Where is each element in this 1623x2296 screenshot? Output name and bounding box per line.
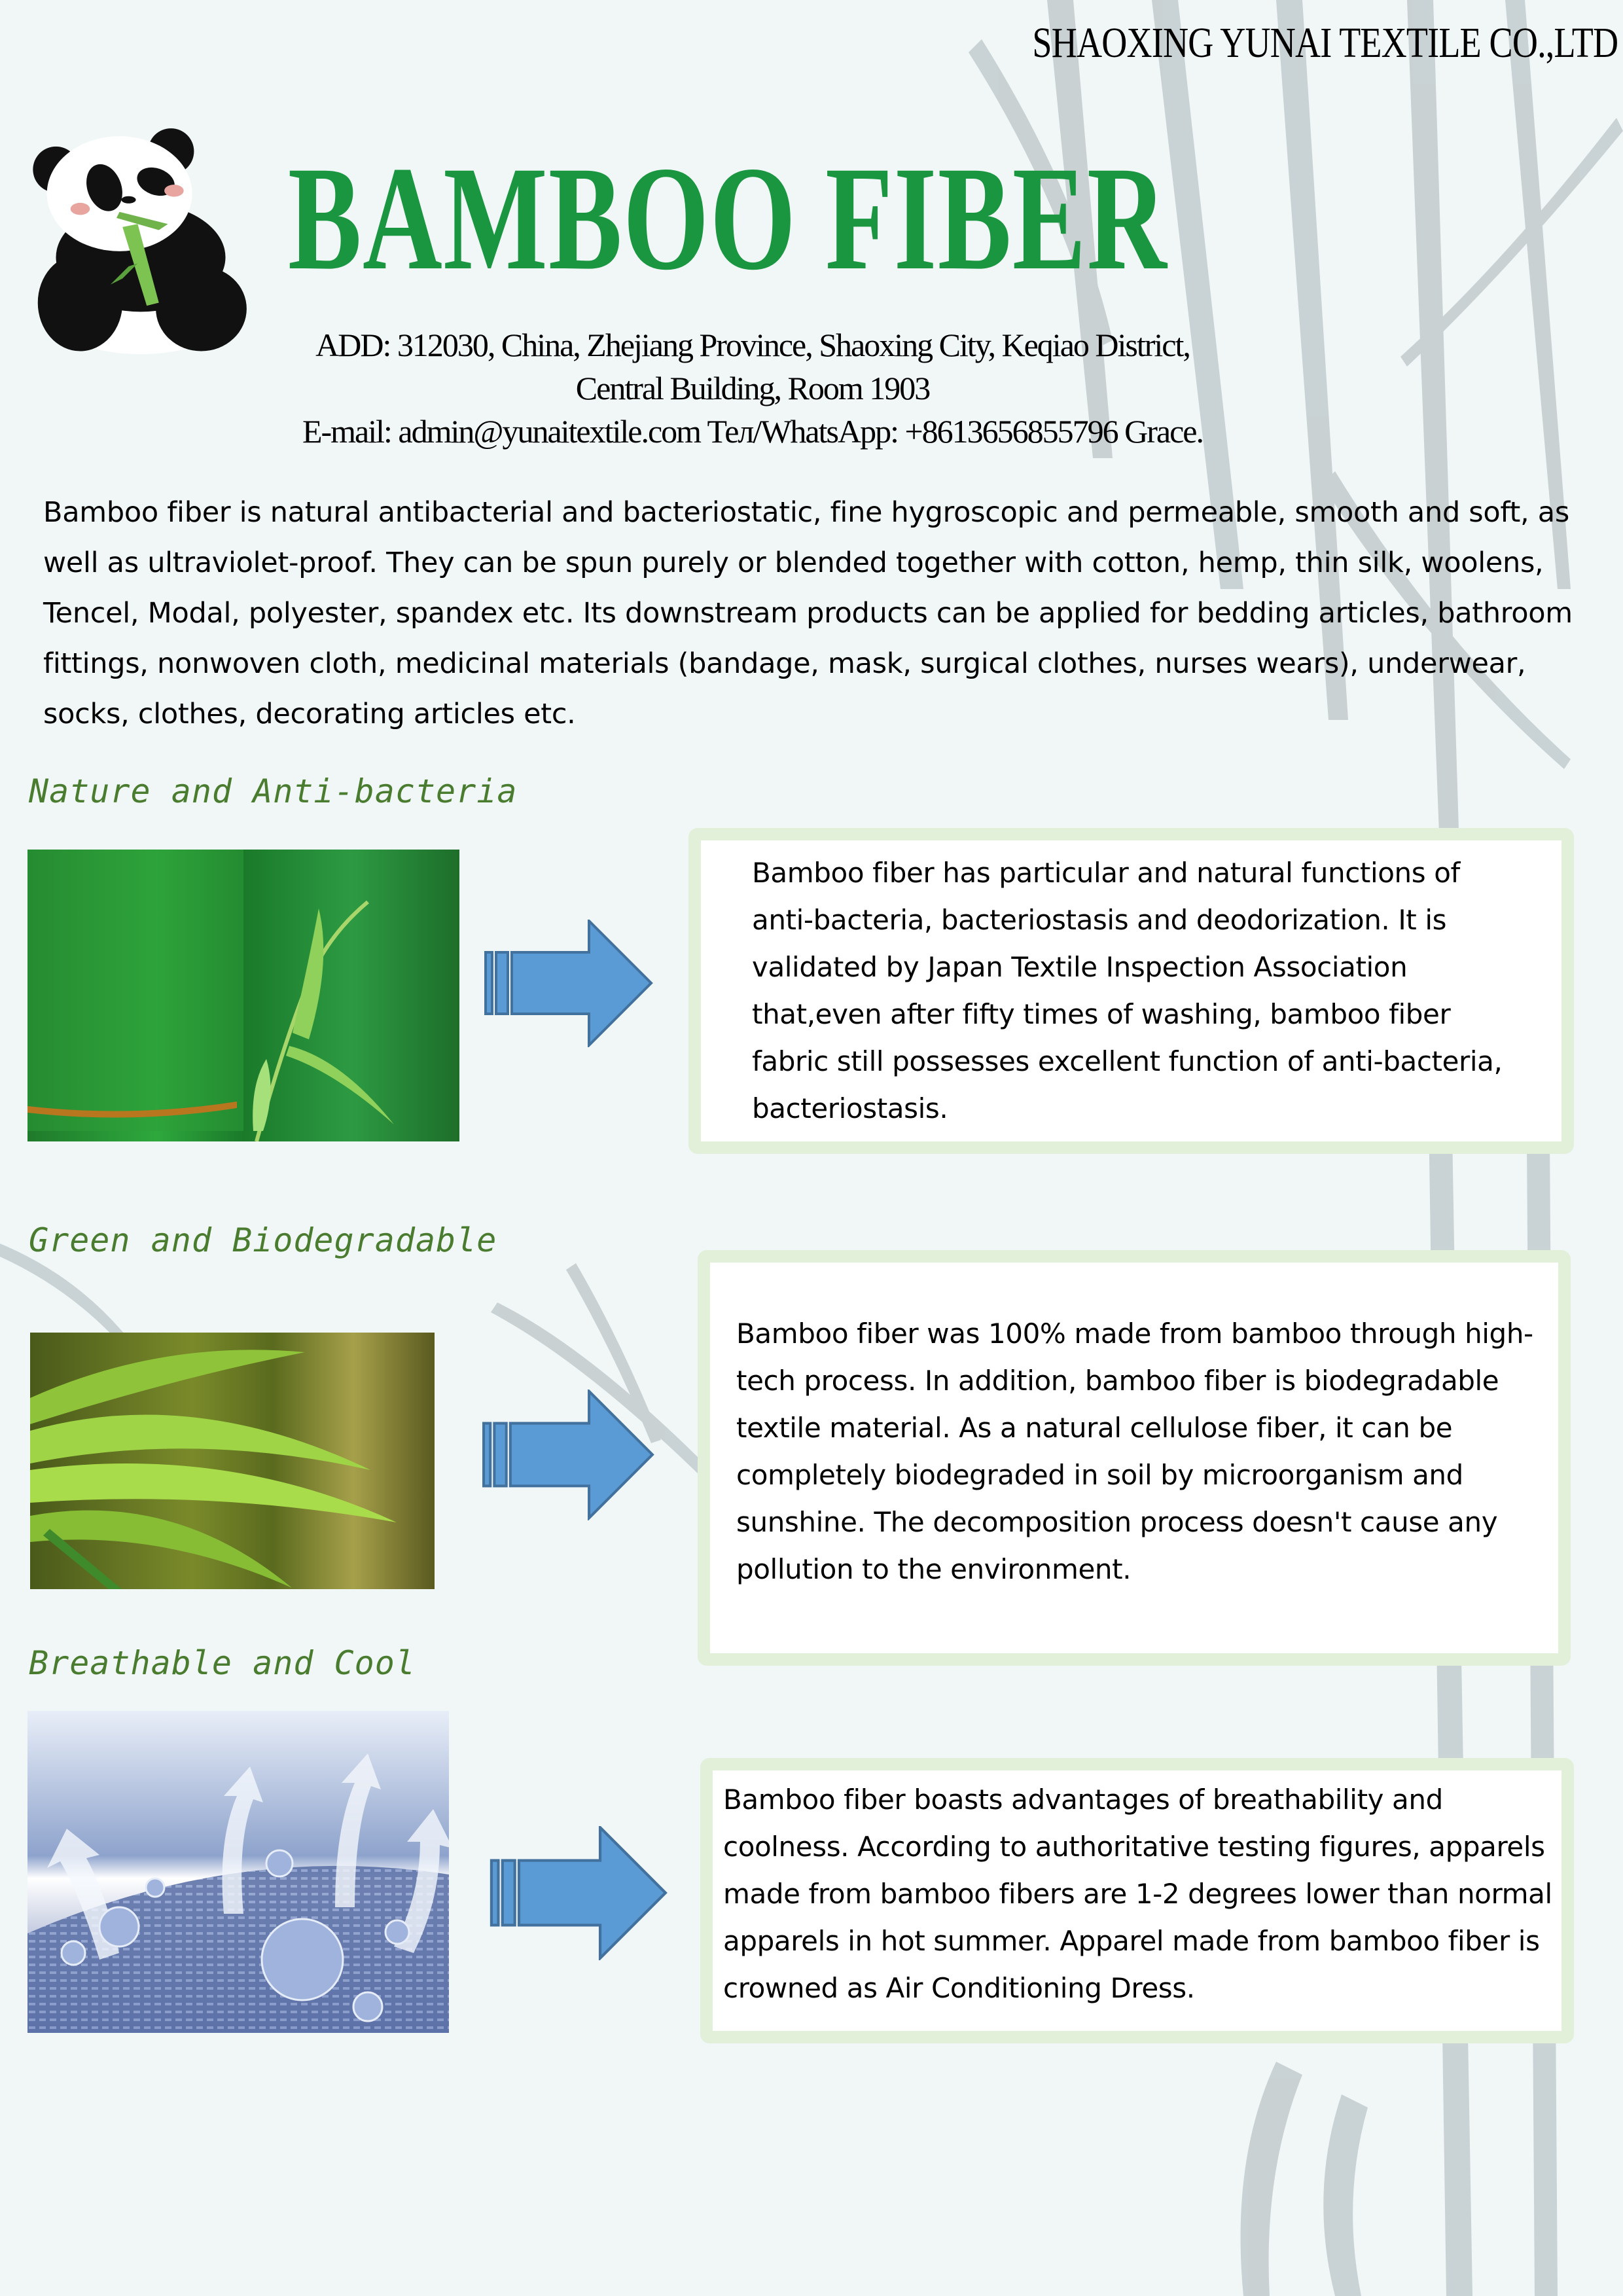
panda-logo-icon [20,124,262,360]
page-title: BAMBOO FIBER [288,136,1168,301]
feature-text-biodegradable: Bamboo fiber was 100% made from bamboo through high-tech process. In addition, bamboo fiber is biodegradable textile material. As a natural cellulose fiber, it can be completely biodegraded in soil by microorganism and sunshine. The decomposition process doesn't cause any pollution to the environment. [736,1317,1533,1585]
feature-card-breathable [700,1758,1574,2043]
contact-line: E-mail: admin@yunaitextile.com Тел/WhatsApp: +8613656855796 Grace. [302,413,1204,450]
feature-text-anti-bacteria: Bamboo fiber has particular and natural functions of anti-bacteria, bacteriostasis and deodorization. It is validated by Japan Textile Inspection Association that,even after fifty times of washing, bamboo fiber fabric still possesses excellent function of anti-bacteria, bacteriostasis. [752,857,1503,1124]
bamboo-stalk-photo [27,850,459,1141]
address-line-1: ADD: 312030, China, Zhejiang Province, Shaoxing City, Keqiao District, [315,327,1190,363]
feature-text-breathable: Bamboo fiber boasts advantages of breathability and coolness. According to authoritative testing figures, apparels made from bamboo fibers are 1-2 degrees lower than normal apparels in hot summer. Apparel made from bamboo fiber is crowned as Air Conditioning Dress. [723,1784,1552,2004]
company-name: SHAOXING YUNAI TEXTILE CO.,LTD [1032,19,1618,67]
address-line-2: Central Building, Room 1903 [575,370,930,406]
arrow-right-icon [484,920,654,1047]
section-title-green-biodegradable: Green and Biodegradable [29,1221,497,1259]
feature-card-anti-bacteria [688,828,1574,1154]
bamboo-leaves-photo [30,1333,435,1589]
section-title-nature-anti-bacteria: Nature and Anti-bacteria [29,772,518,810]
feature-card-biodegradable [698,1250,1571,1666]
intro-paragraph: Bamboo fiber is natural antibacterial and bacteriostatic, fine hygroscopic and permeable, smooth and soft, as well as ultraviolet-proof. They can be spun purely or blended together with cotton, hemp, thin silk, woolens, Tencel, Modal, polyester, spandex etc. Its downstream products can be applied for bedding articles, bathroom fittings, nonwoven cloth, medicinal materials (bandage, mask, surgical clothes, nurses wears), underwear, socks, clothes, decorating articles etc. [43,496,1573,730]
arrow-right-icon [490,1826,669,1960]
section-title-breathable-cool: Breathable and Cool [29,1644,416,1682]
arrow-right-icon [482,1390,656,1520]
breathable-fabric-photo [27,1711,449,2033]
